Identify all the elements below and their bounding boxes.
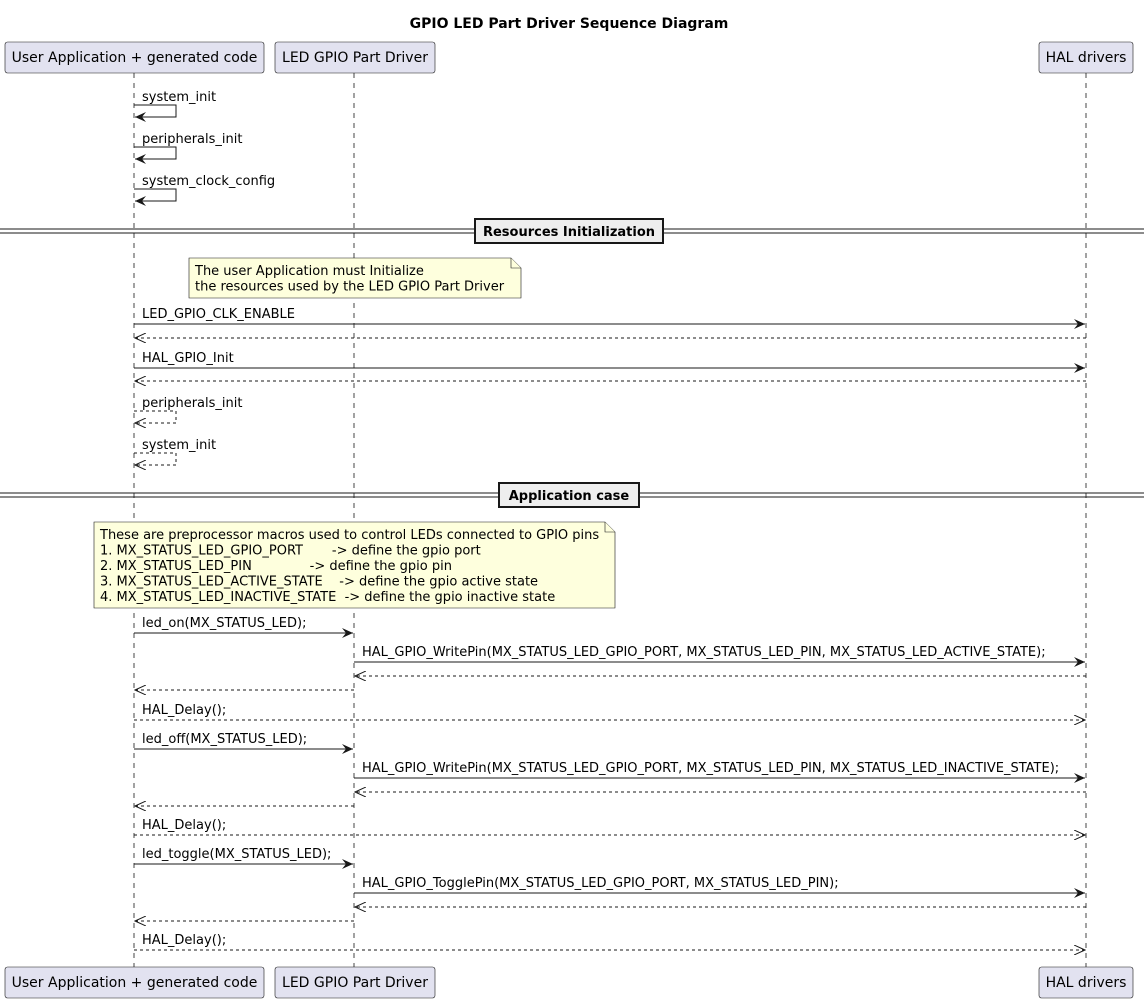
participant-label: HAL drivers bbox=[1045, 975, 1127, 991]
diagram-title: GPIO LED Part Driver Sequence Diagram bbox=[409, 16, 729, 32]
participant-label: User Application + generated code bbox=[11, 975, 258, 991]
divider-label: Resources Initialization bbox=[482, 225, 656, 240]
divider-resources-initialization bbox=[0, 219, 1144, 243]
participant-label: LED GPIO Part Driver bbox=[282, 50, 428, 66]
note-1 bbox=[189, 258, 521, 298]
message-6 bbox=[134, 351, 1085, 368]
participant-label: LED GPIO Part Driver bbox=[282, 975, 428, 991]
note-line: These are preprocessor macros used to control LEDs connected to GPIO pins bbox=[100, 528, 600, 543]
note-line: 4. MX_STATUS_LED_INACTIVE_STATE -> define the gpio inactive state bbox=[100, 590, 556, 605]
participant-app-bottom bbox=[5, 967, 264, 998]
message-label: HAL_GPIO_WritePin(MX_STATUS_LED_GPIO_PORT, MX_STATUS_LED_PIN, MX_STATUS_LED_ACTIVE_STATE); bbox=[362, 645, 1046, 660]
self-arrow bbox=[134, 147, 176, 159]
message-1 bbox=[134, 90, 216, 117]
message-label: HAL_GPIO_TogglePin(MX_STATUS_LED_GPIO_PORT, MX_STATUS_LED_PIN); bbox=[362, 876, 839, 891]
participant-label: User Application + generated code bbox=[11, 50, 258, 66]
message-14 bbox=[134, 703, 1085, 720]
note-line: 3. MX_STATUS_LED_ACTIVE_STATE -> define the gpio active state bbox=[100, 574, 539, 590]
message-label: HAL_Delay(); bbox=[142, 703, 227, 718]
note-line: 2. MX_STATUS_LED_PIN -> define the gpio pin bbox=[100, 559, 452, 574]
self-arrow bbox=[134, 411, 176, 423]
lifelines bbox=[134, 73, 1086, 967]
self-arrow bbox=[134, 105, 176, 117]
participant-drv-top bbox=[275, 42, 435, 73]
message-label: HAL_Delay(); bbox=[142, 818, 227, 833]
note-line: the resources used by the LED GPIO Part Driver bbox=[195, 279, 505, 295]
participant-hal-top bbox=[1039, 42, 1133, 73]
participant-drv-bottom bbox=[275, 967, 435, 998]
message-10 bbox=[134, 616, 353, 633]
participant-app-top bbox=[5, 42, 264, 73]
self-arrow bbox=[134, 453, 176, 465]
message-11 bbox=[354, 645, 1085, 662]
message-label: led_toggle(MX_STATUS_LED); bbox=[142, 847, 332, 862]
divider-label: Application case bbox=[508, 489, 630, 504]
message-24 bbox=[134, 933, 1085, 950]
message-4 bbox=[134, 307, 1085, 324]
message-label: peripherals_init bbox=[142, 396, 243, 411]
message-21 bbox=[354, 876, 1085, 893]
message-19 bbox=[134, 818, 1085, 835]
message-label: HAL_GPIO_WritePin(MX_STATUS_LED_GPIO_PORT, MX_STATUS_LED_PIN, MX_STATUS_LED_INACTIVE_STATE); bbox=[362, 761, 1060, 776]
divider-application-case bbox=[0, 483, 1144, 507]
participant-hal-bottom bbox=[1039, 967, 1133, 998]
message-label: led_off(MX_STATUS_LED); bbox=[142, 732, 308, 747]
note-line: The user Application must Initialize bbox=[195, 264, 424, 279]
participants-top bbox=[5, 42, 1133, 73]
message-label: peripherals_init bbox=[142, 132, 243, 147]
message-label: HAL_GPIO_Init bbox=[142, 351, 234, 366]
message-label: system_clock_config bbox=[142, 174, 276, 189]
message-16 bbox=[354, 761, 1085, 778]
message-label: led_on(MX_STATUS_LED); bbox=[142, 616, 307, 631]
message-15 bbox=[134, 732, 353, 749]
message-3 bbox=[134, 174, 275, 201]
message-label: system_init bbox=[142, 90, 217, 105]
message-9 bbox=[134, 438, 216, 465]
message-label: HAL_Delay(); bbox=[142, 933, 227, 948]
self-arrow bbox=[134, 189, 176, 201]
note-2 bbox=[94, 522, 615, 608]
note-line: 1. MX_STATUS_LED_GPIO_PORT -> define the gpio port bbox=[100, 543, 481, 559]
participant-label: HAL drivers bbox=[1045, 50, 1127, 66]
message-label: system_init bbox=[142, 438, 217, 453]
message-20 bbox=[134, 847, 353, 864]
message-2 bbox=[134, 132, 242, 159]
message-8 bbox=[134, 396, 242, 423]
message-label: LED_GPIO_CLK_ENABLE bbox=[142, 307, 295, 322]
participants-bottom bbox=[5, 967, 1133, 998]
